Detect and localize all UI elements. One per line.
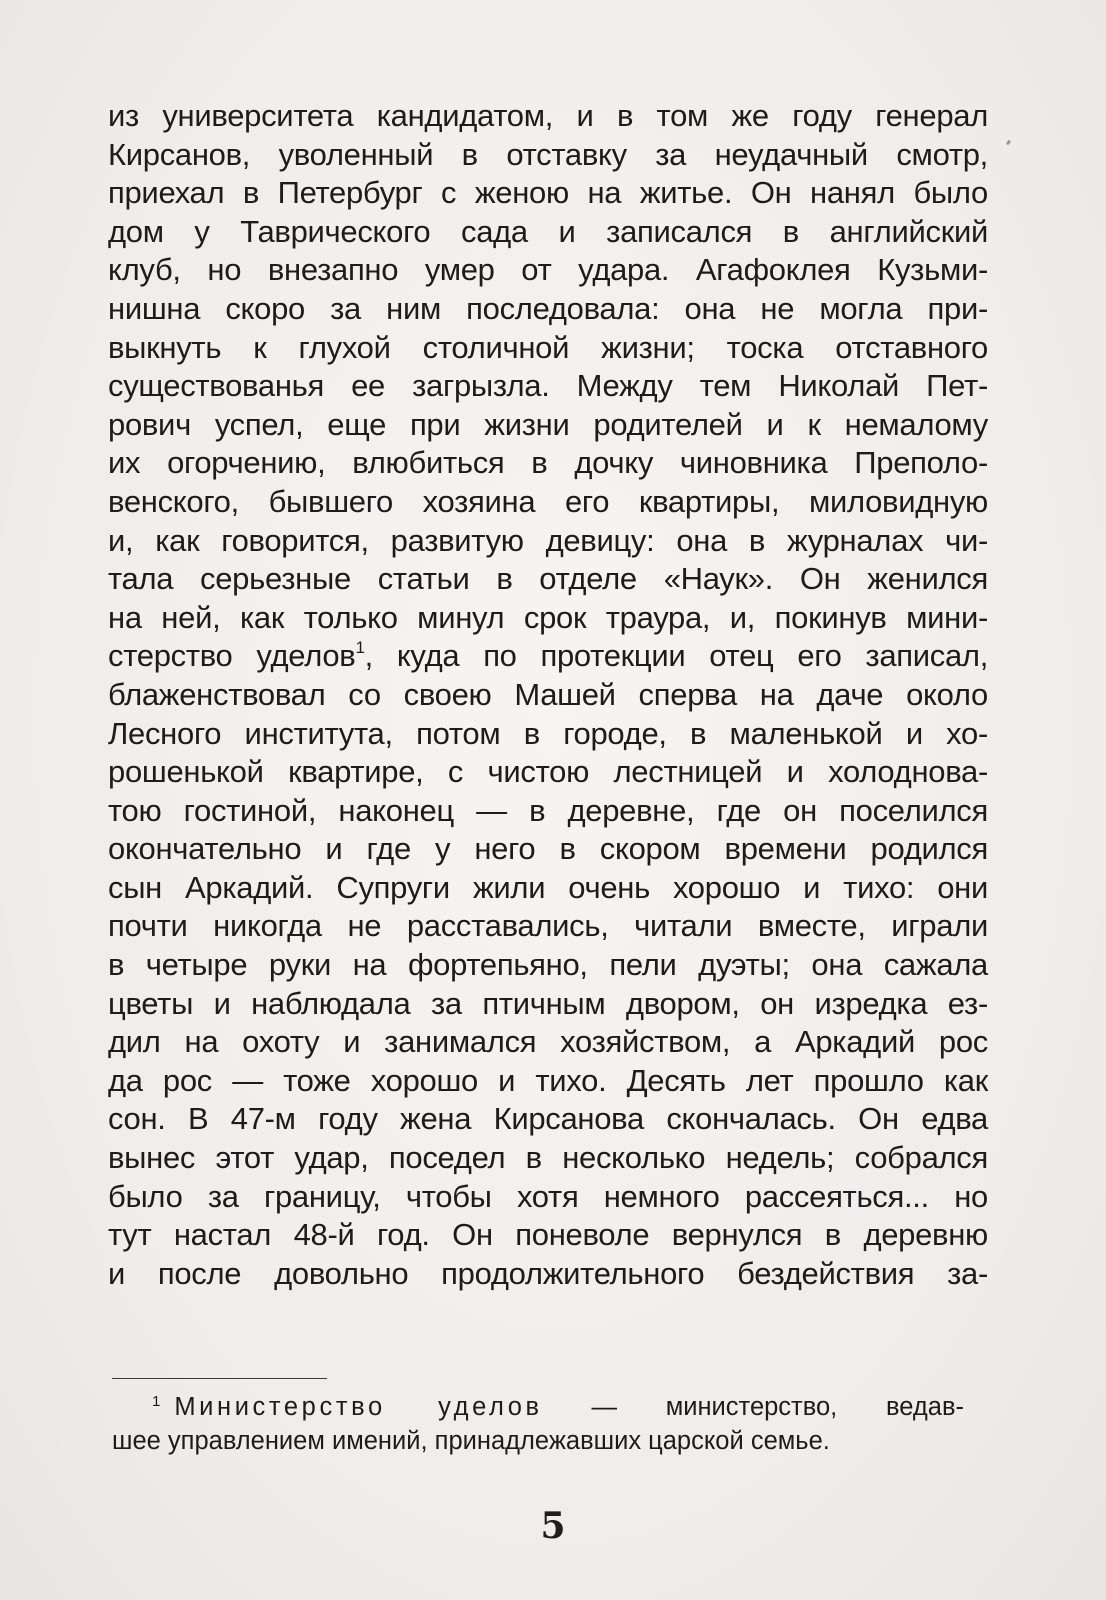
text-line: цветы и наблюдала за птичным двором, он изредка ез- [108,985,988,1021]
text-line: из университета кандидатом, и в том же году генерал [108,98,988,133]
text-line-with-footnote-ref [108,637,988,676]
text-line: блаженствовал со своею Машей сперва на даче около [108,676,988,712]
text-line: венского, бывшего хозяина его квартиры, миловидную [108,483,988,519]
text-line: дил на охоту и занимался хозяйством, а Аркадий рос [108,1024,988,1060]
footnote-number: 1 [152,1393,161,1410]
text-line: рошенькой квартире, с чистою лестницей и холоднова- [108,754,988,790]
text-line: существованья ее загрызла. Между тем Николай Пет- [108,368,988,404]
text-fragment: стерство уделов [108,638,356,674]
text-line: их огорчению, влюбиться в дочку чиновника Преполо- [108,445,988,481]
text-line: сон. В 47-м году жена Кирсанова скончалась. Он едва [108,1101,988,1137]
text-line: почти никогда не расставались, читали вместе, играли [108,908,988,944]
text-line: тою гостиной, наконец — в деревне, где он поселился [108,792,988,828]
text-line: нишна скоро за ним последовала: она не могла при- [108,290,988,326]
text-line: и после довольно продолжительного бездействия за- [108,1255,988,1291]
footnote-term: Министерство уделов [174,1393,543,1421]
footnote-text: — министерство, ведав- [542,1393,964,1421]
text-line: выкнуть к глухой столичной жизни; тоска отставного [108,329,988,365]
text-line: в четыре руки на фортепьяно, пели дуэты; она сажала [108,947,988,983]
page-number: 5 [540,1505,566,1547]
footnote [112,1390,964,1458]
text-line: вынес этот удар, поседел в несколько недель; собрался [108,1140,988,1176]
footnote-divider [112,1378,327,1379]
text-fragment: , куда по протекции отец его записал, [364,638,989,674]
text-line: тала серьезные статьи в отделе «Наук». Он женился [108,561,988,597]
text-line: на ней, как только минул срок траура, и, покинув мини- [108,599,988,635]
footnote-line [112,1390,964,1424]
body-text [108,97,988,1293]
text-line: дом у Таврического сада и записался в английский [108,213,988,249]
footnote-line: шее управлением имений, принадлежавших царской семье. [112,1427,830,1455]
text-line: было за границу, чтобы хотя немного рассеяться... но [108,1178,988,1214]
dust-speck [1006,140,1011,146]
text-line: приехал в Петербург с женою на житье. Он нанял было [108,175,988,211]
text-line: Кирсанов, уволенный в отставку за неудачный смотр, [108,136,988,172]
text-line: да рос — тоже хорошо и тихо. Десять лет прошло как [108,1062,988,1098]
text-line: и, как говорится, развитую девицу: она в журналах чи- [108,522,988,558]
text-line: Лесного института, потом в городе, в маленькой и хо- [108,715,988,751]
text-line: тут настал 48-й год. Он поневоле вернулся в деревню [108,1217,988,1253]
footnote-reference[interactable]: 1 [355,638,365,658]
text-line: окончательно и где у него в скором времени родился [108,831,988,867]
text-line: сын Аркадий. Супруги жили очень хорошо и тихо: они [108,869,988,905]
text-line: рович успел, еще при жизни родителей и к немалому [108,406,988,442]
text-line: клуб, но внезапно умер от удара. Агафоклея Кузьми- [108,252,988,288]
